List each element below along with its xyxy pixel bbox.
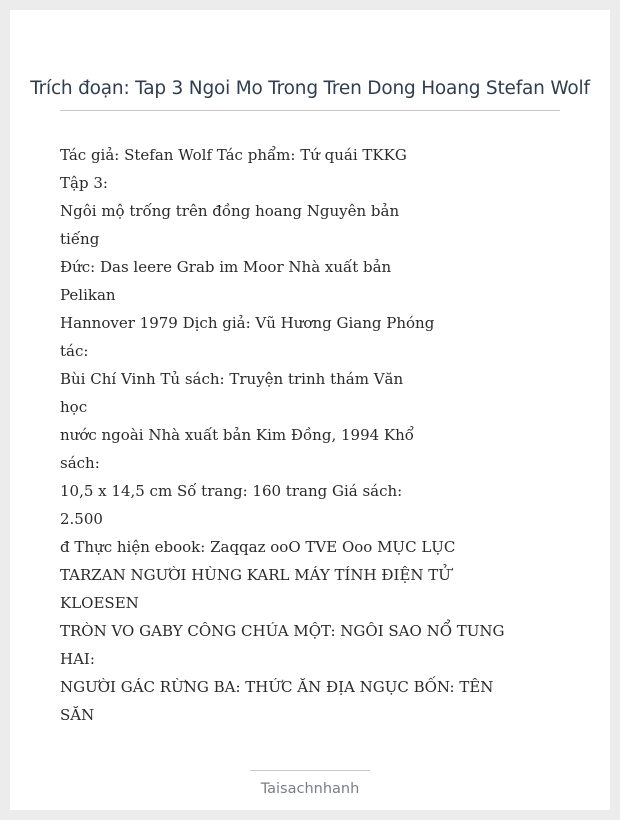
footer-divider [250, 770, 370, 771]
excerpt-line: KLOESEN [60, 594, 139, 612]
title-divider [60, 110, 560, 111]
excerpt-line: Bùi Chí Vinh Tủ sách: Truyện trinh thám Văn [60, 370, 404, 388]
document-card [10, 10, 610, 810]
excerpt-line: đ Thực hiện ebook: Zaqqaz ooO TVE Ooo MỤC LỤC [60, 538, 456, 556]
excerpt-line: sách: [60, 454, 100, 472]
footer-site-name: Taisachnhanh [260, 781, 360, 797]
excerpt-line: nước ngoài Nhà xuất bản Kim Đồng, 1994 Khổ [60, 426, 414, 444]
excerpt-line: HAI: [60, 650, 95, 668]
excerpt-line: Pelikan [60, 286, 116, 304]
excerpt-line: tác: [60, 342, 89, 360]
excerpt-line: Hannover 1979 Dịch giả: Vũ Hương Giang Phóng [60, 314, 435, 332]
excerpt-line: TRÒN VO GABY CÔNG CHÚA MỘT: NGÔI SAO NỔ TUNG [60, 622, 505, 640]
excerpt-line: 10,5 x 14,5 cm Số trang: 160 trang Giá sách: [60, 482, 403, 500]
excerpt-line: Ngôi mộ trống trên đồng hoang Nguyên bản [60, 202, 400, 220]
excerpt-line: học [60, 398, 88, 416]
excerpt-line: Đức: Das leere Grab im Moor Nhà xuất bản [60, 258, 392, 276]
excerpt-body [60, 141, 505, 729]
excerpt-line: Tập 3: [60, 174, 108, 192]
excerpt-line: SĂN [60, 706, 95, 724]
page-title: Trích đoạn: Tap 3 Ngoi Mo Trong Tren Dong Hoang Stefan Wolf [30, 78, 590, 99]
excerpt-line: Tác giả: Stefan Wolf Tác phẩm: Tứ quái TKKG [60, 146, 407, 164]
excerpt-line: NGƯỜI GÁC RỪNG BA: THỨC ĂN ĐỊA NGỤC BỐN: TÊN [60, 678, 494, 696]
excerpt-line: TARZAN NGƯỜI HÙNG KARL MÁY TÍNH ĐIỆN TỬ [60, 566, 451, 584]
excerpt-line: 2.500 [60, 510, 103, 528]
excerpt-line: tiếng [60, 230, 100, 248]
